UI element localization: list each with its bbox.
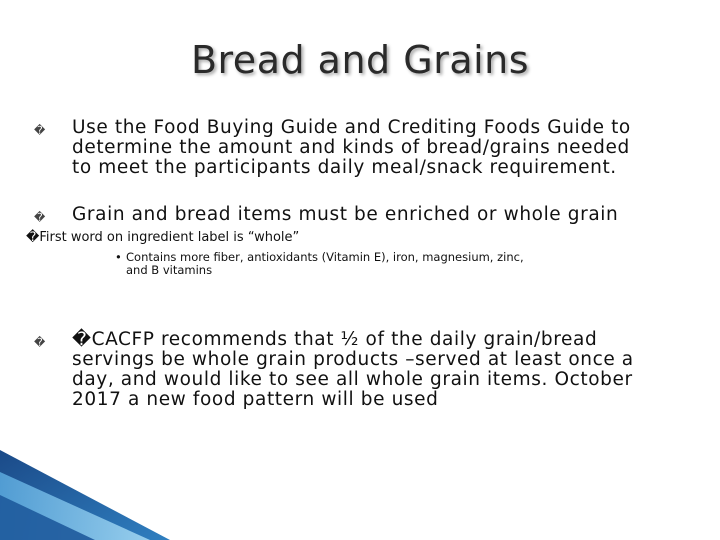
bullet-3-line-2: servings be whole grain products –served at least once a [72, 349, 634, 370]
bullet-1-line-2: determine the amount and kinds of bread/grains needed [72, 137, 630, 158]
sub-sub-line-2: and B vitamins [126, 263, 213, 277]
bullet-3-line-3: day, and would like to see all whole grain items. October [72, 369, 633, 390]
bullet-marker: � [34, 211, 46, 224]
sub-item: �First word on ingredient label is “whole” [26, 230, 300, 245]
bullet-3-line-1: �CACFP recommends that ½ of the daily grain/bread [72, 329, 598, 350]
bullet-marker: � [34, 336, 46, 349]
bullet-1-line-1: Use the Food Buying Guide and Crediting Foods Guide to [72, 117, 631, 138]
bullet-marker: � [34, 124, 46, 137]
bullet-3-line-4: 2017 a new food pattern will be used [72, 389, 439, 410]
bullet-1-line-3: to meet the participants daily meal/snack requirement. [72, 157, 617, 178]
sub-sub-line-1: Contains more fiber, antioxidants (Vitamin E), iron, magnesium, zinc, [126, 250, 524, 264]
page-title: Bread and Grains [190, 38, 530, 82]
bullet-2-line-1: Grain and bread items must be enriched or whole grain [72, 204, 619, 225]
corner-decoration [0, 450, 170, 540]
sub-sub-marker: • [115, 250, 122, 264]
